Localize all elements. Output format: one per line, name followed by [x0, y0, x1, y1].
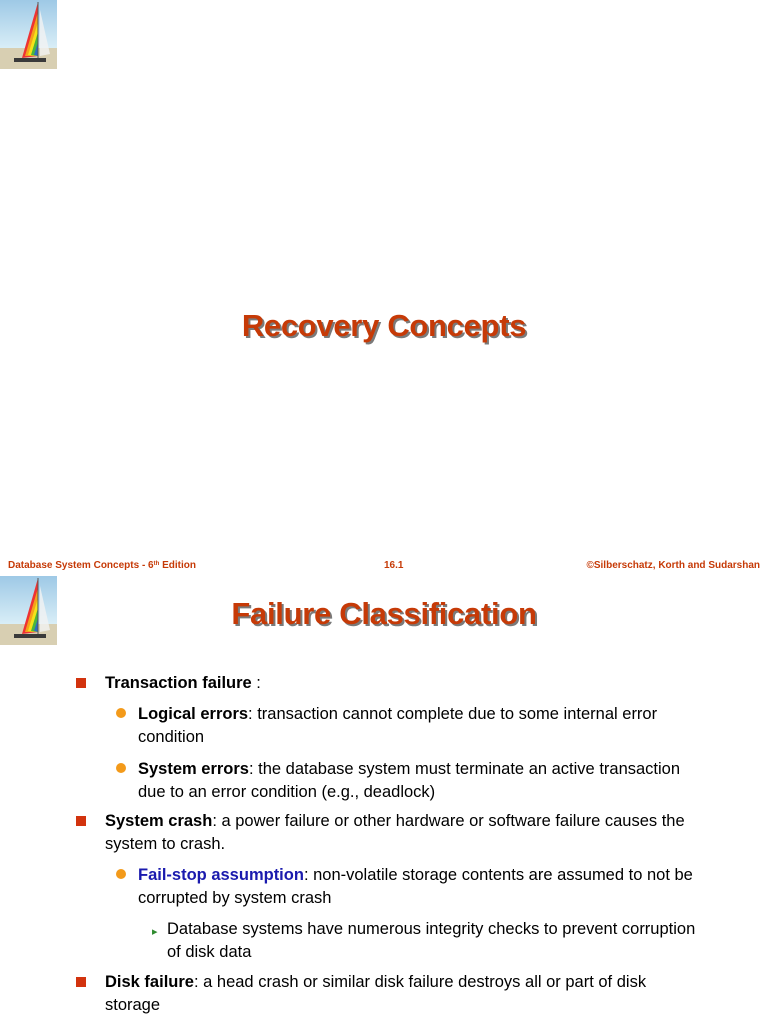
- description: :: [251, 674, 261, 692]
- term: Fail-stop assumption: [138, 866, 304, 884]
- list-item-system-errors: [138, 758, 708, 803]
- circle-bullet-icon: [116, 763, 126, 773]
- square-bullet-icon: [76, 977, 86, 987]
- list-item-disk-failure: [105, 971, 705, 1016]
- footer-copyright: ©Silberschatz, Korth and Sudarshan: [586, 560, 760, 571]
- description: : a power failure or other hardware or software failure causes the system to crash.: [105, 812, 685, 853]
- description: Database systems have numerous integrity checks to prevent corruption of disk data: [167, 920, 696, 961]
- slide-title: Recovery Concepts: [241, 308, 527, 343]
- triangle-bullet-icon: ▸: [152, 926, 158, 938]
- description: : non-volatile storage contents are assumed to not be corrupted by system crash: [138, 866, 693, 907]
- term: Transaction failure: [105, 674, 252, 692]
- footer-book-title: Database System Concepts - 6th Edition: [8, 560, 196, 571]
- slide-title: Failure Classification: [231, 596, 537, 631]
- term: Logical errors: [138, 705, 249, 723]
- list-item-integrity-checks: [152, 918, 707, 963]
- list-item-logical-errors: [138, 703, 708, 748]
- description: : the database system must terminate an active transaction due to an error condition (e.g., deadlock): [138, 760, 681, 801]
- term: System crash: [105, 812, 213, 830]
- description: : a head crash or similar disk failure destroys all or part of disk storage: [105, 973, 647, 1014]
- term: Disk failure: [105, 973, 194, 991]
- circle-bullet-icon: [116, 869, 126, 879]
- circle-bullet-icon: [116, 708, 126, 718]
- slide-failure-classification: [0, 576, 768, 1024]
- list-item-system-crash: [105, 810, 705, 855]
- square-bullet-icon: [76, 816, 86, 826]
- term: System errors: [138, 760, 249, 778]
- sailboat-logo-icon: [0, 0, 57, 69]
- slide-footer: [0, 560, 768, 574]
- description: : transaction cannot complete due to some internal error condition: [138, 705, 658, 746]
- list-item-fail-stop-assumption: [138, 864, 708, 909]
- footer-page-number: 16.1: [384, 560, 404, 571]
- square-bullet-icon: [76, 678, 86, 688]
- list-item-transaction-failure: [105, 672, 725, 695]
